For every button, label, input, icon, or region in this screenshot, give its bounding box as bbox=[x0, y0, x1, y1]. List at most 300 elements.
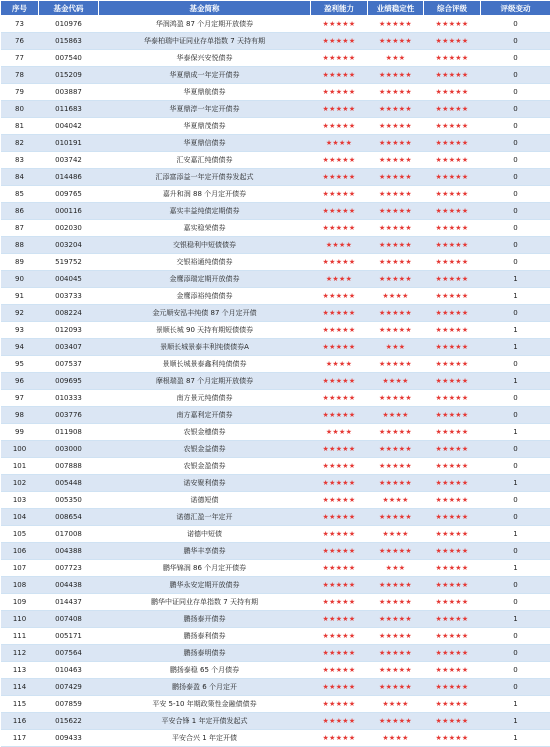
cell-fund-code: 014486 bbox=[39, 169, 99, 186]
cell-stability-stars: ★★★★ bbox=[368, 526, 424, 543]
cell-stability-stars: ★★★★★ bbox=[368, 271, 424, 288]
cell-fund-name: 鹏华丰享债券 bbox=[99, 543, 311, 560]
cell-stability-stars: ★★★★★ bbox=[368, 118, 424, 135]
cell-fund-code: 010976 bbox=[39, 16, 99, 33]
cell-rating-change: 0 bbox=[481, 356, 550, 373]
table-row bbox=[1, 560, 550, 577]
cell-profitability-stars: ★★★★★ bbox=[311, 84, 368, 101]
cell-profitability-stars: ★★★★★ bbox=[311, 475, 368, 492]
cell-fund-code: 003887 bbox=[39, 84, 99, 101]
cell-rating-change: 0 bbox=[481, 67, 550, 84]
cell-overall-stars: ★★★★★ bbox=[424, 288, 481, 305]
cell-overall-stars: ★★★★★ bbox=[424, 526, 481, 543]
cell-overall-stars: ★★★★★ bbox=[424, 135, 481, 152]
cell-index: 106 bbox=[1, 543, 39, 560]
cell-index: 117 bbox=[1, 730, 39, 747]
cell-index: 100 bbox=[1, 441, 39, 458]
cell-overall-stars: ★★★★★ bbox=[424, 594, 481, 611]
cell-stability-stars: ★★★★★ bbox=[368, 254, 424, 271]
table-row bbox=[1, 509, 550, 526]
cell-stability-stars: ★★★★★ bbox=[368, 390, 424, 407]
table-row bbox=[1, 475, 550, 492]
cell-index: 81 bbox=[1, 118, 39, 135]
cell-fund-code: 011683 bbox=[39, 101, 99, 118]
cell-stability-stars: ★★★★★ bbox=[368, 611, 424, 628]
cell-fund-name: 交银稳利中短债债券 bbox=[99, 237, 311, 254]
table-row bbox=[1, 254, 550, 271]
cell-fund-name: 农银金盈债券 bbox=[99, 458, 311, 475]
table-row bbox=[1, 33, 550, 50]
cell-overall-stars: ★★★★★ bbox=[424, 730, 481, 747]
cell-stability-stars: ★★★★ bbox=[368, 730, 424, 747]
cell-fund-name: 景顺长城景泰丰利纯债债券A bbox=[99, 339, 311, 356]
table-row bbox=[1, 390, 550, 407]
cell-overall-stars: ★★★★★ bbox=[424, 339, 481, 356]
cell-profitability-stars: ★★★★★ bbox=[311, 560, 368, 577]
cell-profitability-stars: ★★★★★ bbox=[311, 492, 368, 509]
cell-rating-change: 0 bbox=[481, 33, 550, 50]
cell-stability-stars: ★★★★★ bbox=[368, 237, 424, 254]
table-row bbox=[1, 322, 550, 339]
cell-overall-stars: ★★★★★ bbox=[424, 373, 481, 390]
cell-overall-stars: ★★★★★ bbox=[424, 696, 481, 713]
cell-stability-stars: ★★★★★ bbox=[368, 458, 424, 475]
cell-profitability-stars: ★★★★★ bbox=[311, 152, 368, 169]
header-rating-change: 评级变动 bbox=[481, 1, 550, 16]
cell-index: 109 bbox=[1, 594, 39, 611]
cell-fund-name: 平安合兴 1 年定开债 bbox=[99, 730, 311, 747]
cell-profitability-stars: ★★★★★ bbox=[311, 509, 368, 526]
cell-index: 93 bbox=[1, 322, 39, 339]
cell-fund-name: 诺德中短债 bbox=[99, 526, 311, 543]
cell-fund-name: 诺德短债 bbox=[99, 492, 311, 509]
cell-overall-stars: ★★★★★ bbox=[424, 577, 481, 594]
cell-index: 76 bbox=[1, 33, 39, 50]
cell-overall-stars: ★★★★★ bbox=[424, 679, 481, 696]
cell-profitability-stars: ★★★★★ bbox=[311, 169, 368, 186]
cell-fund-code: 003000 bbox=[39, 441, 99, 458]
cell-fund-code: 010191 bbox=[39, 135, 99, 152]
table-row bbox=[1, 526, 550, 543]
cell-fund-name: 鹏华永安定期开放债券 bbox=[99, 577, 311, 594]
cell-stability-stars: ★★★★★ bbox=[368, 679, 424, 696]
cell-overall-stars: ★★★★★ bbox=[424, 254, 481, 271]
cell-fund-code: 011908 bbox=[39, 424, 99, 441]
table-row bbox=[1, 101, 550, 118]
cell-rating-change: 1 bbox=[481, 288, 550, 305]
cell-profitability-stars: ★★★★★ bbox=[311, 645, 368, 662]
cell-overall-stars: ★★★★★ bbox=[424, 220, 481, 237]
cell-index: 113 bbox=[1, 662, 39, 679]
cell-profitability-stars: ★★★★★ bbox=[311, 696, 368, 713]
cell-fund-name: 南方嘉利定开债券 bbox=[99, 407, 311, 424]
cell-stability-stars: ★★★★★ bbox=[368, 594, 424, 611]
cell-fund-name: 华夏鼎茂债券 bbox=[99, 118, 311, 135]
cell-fund-code: 004045 bbox=[39, 271, 99, 288]
cell-index: 91 bbox=[1, 288, 39, 305]
cell-fund-code: 012093 bbox=[39, 322, 99, 339]
cell-index: 85 bbox=[1, 186, 39, 203]
cell-fund-name: 农银金穗债券 bbox=[99, 424, 311, 441]
table-row bbox=[1, 356, 550, 373]
cell-fund-name: 华夏鼎淳一年定开债券 bbox=[99, 101, 311, 118]
cell-overall-stars: ★★★★★ bbox=[424, 118, 481, 135]
cell-profitability-stars: ★★★★★ bbox=[311, 577, 368, 594]
cell-index: 115 bbox=[1, 696, 39, 713]
cell-rating-change: 1 bbox=[481, 373, 550, 390]
cell-fund-name: 鹏扬泰开债券 bbox=[99, 611, 311, 628]
cell-fund-code: 003204 bbox=[39, 237, 99, 254]
cell-profitability-stars: ★★★★★ bbox=[311, 458, 368, 475]
cell-overall-stars: ★★★★★ bbox=[424, 424, 481, 441]
cell-profitability-stars: ★★★★★ bbox=[311, 594, 368, 611]
cell-rating-change: 0 bbox=[481, 662, 550, 679]
cell-fund-name: 诺德汇盈一年定开 bbox=[99, 509, 311, 526]
cell-rating-change: 1 bbox=[481, 696, 550, 713]
table-row bbox=[1, 492, 550, 509]
cell-stability-stars: ★★★★★ bbox=[368, 645, 424, 662]
cell-profitability-stars: ★★★★ bbox=[311, 424, 368, 441]
cell-fund-name: 金鹰添瑞定期开放债券 bbox=[99, 271, 311, 288]
cell-fund-code: 519752 bbox=[39, 254, 99, 271]
table-row bbox=[1, 169, 550, 186]
cell-overall-stars: ★★★★★ bbox=[424, 628, 481, 645]
cell-stability-stars: ★★★★ bbox=[368, 373, 424, 390]
cell-index: 101 bbox=[1, 458, 39, 475]
table-row bbox=[1, 441, 550, 458]
cell-stability-stars: ★★★ bbox=[368, 560, 424, 577]
cell-fund-code: 007408 bbox=[39, 611, 99, 628]
cell-index: 88 bbox=[1, 237, 39, 254]
cell-fund-code: 002030 bbox=[39, 220, 99, 237]
table-row bbox=[1, 152, 550, 169]
cell-fund-name: 鹏扬泰盈 6 个月定开 bbox=[99, 679, 311, 696]
cell-rating-change: 1 bbox=[481, 560, 550, 577]
cell-profitability-stars: ★★★★★ bbox=[311, 730, 368, 747]
cell-stability-stars: ★★★★★ bbox=[368, 84, 424, 101]
cell-stability-stars: ★★★★★ bbox=[368, 475, 424, 492]
cell-index: 97 bbox=[1, 390, 39, 407]
header-stability: 业绩稳定性 bbox=[368, 1, 424, 16]
cell-fund-name: 嘉升和润 88 个月定开债券 bbox=[99, 186, 311, 203]
cell-fund-name: 华夏鼎航债券 bbox=[99, 84, 311, 101]
cell-stability-stars: ★★★★★ bbox=[368, 152, 424, 169]
cell-fund-code: 009765 bbox=[39, 186, 99, 203]
table-row bbox=[1, 135, 550, 152]
cell-stability-stars: ★★★★★ bbox=[368, 662, 424, 679]
cell-overall-stars: ★★★★★ bbox=[424, 305, 481, 322]
cell-stability-stars: ★★★ bbox=[368, 50, 424, 67]
cell-overall-stars: ★★★★★ bbox=[424, 441, 481, 458]
table-row bbox=[1, 594, 550, 611]
table-row bbox=[1, 424, 550, 441]
cell-index: 83 bbox=[1, 152, 39, 169]
cell-rating-change: 1 bbox=[481, 611, 550, 628]
cell-fund-code: 007564 bbox=[39, 645, 99, 662]
cell-overall-stars: ★★★★★ bbox=[424, 33, 481, 50]
cell-fund-name: 华泰柏瑞中证同业存单指数 7 天持有期 bbox=[99, 33, 311, 50]
table-row bbox=[1, 407, 550, 424]
cell-fund-code: 007859 bbox=[39, 696, 99, 713]
cell-rating-change: 0 bbox=[481, 169, 550, 186]
cell-fund-name: 诺安聚利债券 bbox=[99, 475, 311, 492]
cell-fund-name: 交银裕通纯债债券 bbox=[99, 254, 311, 271]
cell-fund-code: 009433 bbox=[39, 730, 99, 747]
cell-rating-change: 0 bbox=[481, 101, 550, 118]
cell-rating-change: 0 bbox=[481, 628, 550, 645]
cell-overall-stars: ★★★★★ bbox=[424, 611, 481, 628]
cell-index: 95 bbox=[1, 356, 39, 373]
cell-profitability-stars: ★★★★★ bbox=[311, 50, 368, 67]
cell-fund-name: 农银金益债券 bbox=[99, 441, 311, 458]
cell-index: 105 bbox=[1, 526, 39, 543]
table-row bbox=[1, 84, 550, 101]
cell-stability-stars: ★★★★★ bbox=[368, 67, 424, 84]
cell-overall-stars: ★★★★★ bbox=[424, 84, 481, 101]
cell-profitability-stars: ★★★★★ bbox=[311, 713, 368, 730]
cell-fund-code: 003742 bbox=[39, 152, 99, 169]
cell-overall-stars: ★★★★★ bbox=[424, 237, 481, 254]
cell-index: 82 bbox=[1, 135, 39, 152]
cell-rating-change: 0 bbox=[481, 16, 550, 33]
cell-rating-change: 0 bbox=[481, 118, 550, 135]
cell-overall-stars: ★★★★★ bbox=[424, 407, 481, 424]
cell-rating-change: 0 bbox=[481, 152, 550, 169]
cell-index: 114 bbox=[1, 679, 39, 696]
cell-rating-change: 0 bbox=[481, 679, 550, 696]
cell-fund-name: 华夏鼎成一年定开债券 bbox=[99, 67, 311, 84]
cell-index: 77 bbox=[1, 50, 39, 67]
table-row bbox=[1, 220, 550, 237]
cell-fund-code: 015622 bbox=[39, 713, 99, 730]
cell-profitability-stars: ★★★★★ bbox=[311, 339, 368, 356]
cell-index: 112 bbox=[1, 645, 39, 662]
cell-fund-name: 金鹰添裕纯债债券 bbox=[99, 288, 311, 305]
table-row bbox=[1, 730, 550, 747]
cell-stability-stars: ★★★★ bbox=[368, 288, 424, 305]
cell-overall-stars: ★★★★★ bbox=[424, 458, 481, 475]
header-index: 序号 bbox=[1, 1, 39, 16]
cell-fund-code: 008224 bbox=[39, 305, 99, 322]
cell-profitability-stars: ★★★★ bbox=[311, 135, 368, 152]
header-fund-code: 基金代码 bbox=[39, 1, 99, 16]
cell-fund-code: 004438 bbox=[39, 577, 99, 594]
cell-overall-stars: ★★★★★ bbox=[424, 152, 481, 169]
table-row bbox=[1, 305, 550, 322]
cell-fund-code: 017008 bbox=[39, 526, 99, 543]
cell-rating-change: 0 bbox=[481, 237, 550, 254]
cell-rating-change: 1 bbox=[481, 526, 550, 543]
cell-index: 107 bbox=[1, 560, 39, 577]
cell-profitability-stars: ★★★★★ bbox=[311, 543, 368, 560]
table-row bbox=[1, 577, 550, 594]
cell-overall-stars: ★★★★★ bbox=[424, 50, 481, 67]
cell-index: 94 bbox=[1, 339, 39, 356]
cell-stability-stars: ★★★★★ bbox=[368, 509, 424, 526]
cell-profitability-stars: ★★★★★ bbox=[311, 305, 368, 322]
cell-fund-code: 007540 bbox=[39, 50, 99, 67]
cell-rating-change: 0 bbox=[481, 220, 550, 237]
cell-profitability-stars: ★★★★ bbox=[311, 237, 368, 254]
cell-fund-name: 鹏扬泰利债券 bbox=[99, 628, 311, 645]
table-row bbox=[1, 679, 550, 696]
cell-fund-code: 007429 bbox=[39, 679, 99, 696]
cell-stability-stars: ★★★★ bbox=[368, 696, 424, 713]
cell-overall-stars: ★★★★★ bbox=[424, 169, 481, 186]
cell-stability-stars: ★★★★★ bbox=[368, 543, 424, 560]
cell-fund-code: 000116 bbox=[39, 203, 99, 220]
cell-index: 108 bbox=[1, 577, 39, 594]
cell-index: 86 bbox=[1, 203, 39, 220]
cell-profitability-stars: ★★★★★ bbox=[311, 322, 368, 339]
cell-profitability-stars: ★★★★★ bbox=[311, 441, 368, 458]
cell-profitability-stars: ★★★★★ bbox=[311, 526, 368, 543]
table-row bbox=[1, 271, 550, 288]
header-profitability: 盈利能力 bbox=[311, 1, 368, 16]
cell-stability-stars: ★★★★★ bbox=[368, 356, 424, 373]
table-row bbox=[1, 67, 550, 84]
cell-stability-stars: ★★★★★ bbox=[368, 203, 424, 220]
cell-overall-stars: ★★★★★ bbox=[424, 662, 481, 679]
table-row bbox=[1, 186, 550, 203]
cell-overall-stars: ★★★★★ bbox=[424, 271, 481, 288]
cell-profitability-stars: ★★★★★ bbox=[311, 628, 368, 645]
table-row bbox=[1, 662, 550, 679]
cell-profitability-stars: ★★★★★ bbox=[311, 186, 368, 203]
cell-fund-code: 015863 bbox=[39, 33, 99, 50]
cell-index: 98 bbox=[1, 407, 39, 424]
cell-fund-code: 007537 bbox=[39, 356, 99, 373]
cell-profitability-stars: ★★★★★ bbox=[311, 33, 368, 50]
cell-rating-change: 0 bbox=[481, 84, 550, 101]
header-fund-name: 基金简称 bbox=[99, 1, 311, 16]
cell-fund-name: 汇安嘉汇纯债债券 bbox=[99, 152, 311, 169]
table-row bbox=[1, 696, 550, 713]
cell-fund-code: 014437 bbox=[39, 594, 99, 611]
cell-fund-code: 007723 bbox=[39, 560, 99, 577]
cell-profitability-stars: ★★★★★ bbox=[311, 662, 368, 679]
cell-profitability-stars: ★★★★★ bbox=[311, 101, 368, 118]
cell-fund-name: 景顺长城景泰鑫利纯债债券 bbox=[99, 356, 311, 373]
cell-index: 90 bbox=[1, 271, 39, 288]
cell-rating-change: 0 bbox=[481, 577, 550, 594]
cell-fund-code: 004042 bbox=[39, 118, 99, 135]
cell-index: 111 bbox=[1, 628, 39, 645]
cell-rating-change: 0 bbox=[481, 509, 550, 526]
cell-overall-stars: ★★★★★ bbox=[424, 322, 481, 339]
cell-overall-stars: ★★★★★ bbox=[424, 560, 481, 577]
cell-rating-change: 0 bbox=[481, 594, 550, 611]
cell-rating-change: 1 bbox=[481, 271, 550, 288]
cell-rating-change: 0 bbox=[481, 305, 550, 322]
cell-stability-stars: ★★★★★ bbox=[368, 169, 424, 186]
cell-overall-stars: ★★★★★ bbox=[424, 509, 481, 526]
cell-rating-change: 1 bbox=[481, 322, 550, 339]
table-row bbox=[1, 373, 550, 390]
cell-index: 104 bbox=[1, 509, 39, 526]
cell-overall-stars: ★★★★★ bbox=[424, 713, 481, 730]
cell-stability-stars: ★★★★★ bbox=[368, 220, 424, 237]
cell-fund-name: 摩根瑞盈 87 个月定期开放债券 bbox=[99, 373, 311, 390]
cell-fund-code: 009695 bbox=[39, 373, 99, 390]
cell-overall-stars: ★★★★★ bbox=[424, 101, 481, 118]
cell-index: 116 bbox=[1, 713, 39, 730]
cell-index: 84 bbox=[1, 169, 39, 186]
table-body bbox=[1, 16, 550, 747]
cell-fund-name: 华夏鼎信债券 bbox=[99, 135, 311, 152]
cell-profitability-stars: ★★★★★ bbox=[311, 288, 368, 305]
cell-index: 96 bbox=[1, 373, 39, 390]
table-row bbox=[1, 339, 550, 356]
cell-fund-code: 004388 bbox=[39, 543, 99, 560]
cell-rating-change: 1 bbox=[481, 424, 550, 441]
cell-overall-stars: ★★★★★ bbox=[424, 67, 481, 84]
cell-fund-name: 金元顺安泓丰纯债 87 个月定开债 bbox=[99, 305, 311, 322]
table-row bbox=[1, 16, 550, 33]
cell-profitability-stars: ★★★★★ bbox=[311, 118, 368, 135]
cell-fund-code: 005171 bbox=[39, 628, 99, 645]
table-row bbox=[1, 543, 550, 560]
cell-profitability-stars: ★★★★★ bbox=[311, 390, 368, 407]
cell-fund-code: 005448 bbox=[39, 475, 99, 492]
table-row bbox=[1, 50, 550, 67]
cell-rating-change: 0 bbox=[481, 441, 550, 458]
cell-rating-change: 0 bbox=[481, 135, 550, 152]
cell-rating-change: 0 bbox=[481, 492, 550, 509]
cell-fund-name: 鹏华中证同业存单指数 7 天持有期 bbox=[99, 594, 311, 611]
cell-fund-code: 003733 bbox=[39, 288, 99, 305]
cell-fund-name: 平安合锋 1 年定开债发起式 bbox=[99, 713, 311, 730]
cell-stability-stars: ★★★★★ bbox=[368, 628, 424, 645]
cell-index: 102 bbox=[1, 475, 39, 492]
cell-stability-stars: ★★★★★ bbox=[368, 713, 424, 730]
cell-rating-change: 0 bbox=[481, 50, 550, 67]
cell-index: 92 bbox=[1, 305, 39, 322]
cell-stability-stars: ★★★★★ bbox=[368, 305, 424, 322]
cell-rating-change: 0 bbox=[481, 254, 550, 271]
cell-overall-stars: ★★★★★ bbox=[424, 475, 481, 492]
cell-stability-stars: ★★★★★ bbox=[368, 33, 424, 50]
cell-stability-stars: ★★★★★ bbox=[368, 16, 424, 33]
table-row bbox=[1, 713, 550, 730]
cell-profitability-stars: ★★★★★ bbox=[311, 407, 368, 424]
cell-fund-code: 015209 bbox=[39, 67, 99, 84]
table-row bbox=[1, 203, 550, 220]
cell-stability-stars: ★★★★★ bbox=[368, 135, 424, 152]
table-row bbox=[1, 645, 550, 662]
cell-rating-change: 1 bbox=[481, 730, 550, 747]
cell-overall-stars: ★★★★★ bbox=[424, 186, 481, 203]
cell-profitability-stars: ★★★★★ bbox=[311, 220, 368, 237]
cell-index: 89 bbox=[1, 254, 39, 271]
cell-profitability-stars: ★★★★★ bbox=[311, 16, 368, 33]
cell-overall-stars: ★★★★★ bbox=[424, 203, 481, 220]
cell-stability-stars: ★★★★★ bbox=[368, 186, 424, 203]
cell-index: 103 bbox=[1, 492, 39, 509]
cell-fund-code: 005350 bbox=[39, 492, 99, 509]
cell-stability-stars: ★★★★ bbox=[368, 492, 424, 509]
cell-fund-name: 鹏华锦润 86 个月定开债券 bbox=[99, 560, 311, 577]
header-overall-rating: 综合评级 bbox=[424, 1, 481, 16]
cell-rating-change: 0 bbox=[481, 543, 550, 560]
cell-stability-stars: ★★★★ bbox=[368, 407, 424, 424]
cell-stability-stars: ★★★★★ bbox=[368, 577, 424, 594]
cell-rating-change: 0 bbox=[481, 186, 550, 203]
cell-overall-stars: ★★★★★ bbox=[424, 543, 481, 560]
cell-rating-change: 0 bbox=[481, 458, 550, 475]
cell-index: 73 bbox=[1, 16, 39, 33]
cell-fund-code: 007888 bbox=[39, 458, 99, 475]
